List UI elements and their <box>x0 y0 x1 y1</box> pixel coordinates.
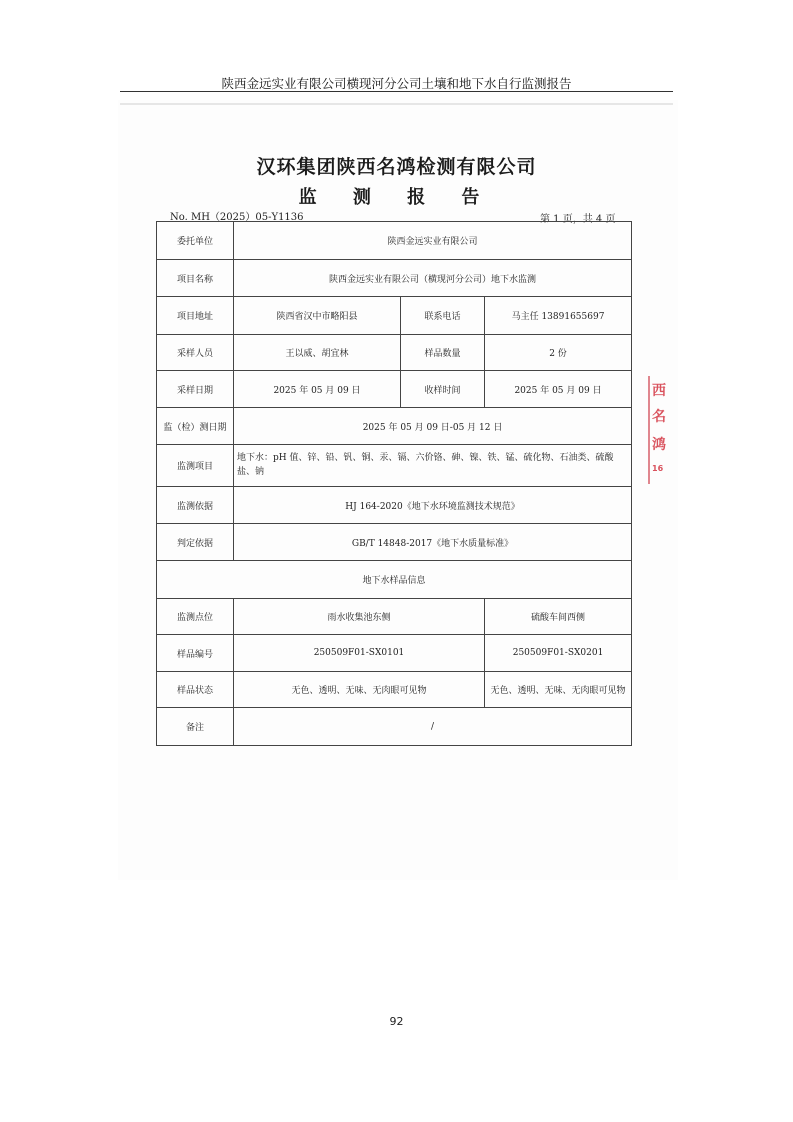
point-2: 硫酸车间西侧 <box>485 599 632 635</box>
table-row <box>157 371 632 408</box>
header-rule <box>120 91 673 92</box>
table-row <box>157 408 632 445</box>
table-row <box>157 260 632 297</box>
sampler-label: 采样人员 <box>157 335 234 371</box>
sampler-value: 王以威、胡宜林 <box>234 335 401 371</box>
page-info: 第 1 页，共 4 页 <box>540 214 616 225</box>
table-row <box>157 524 632 561</box>
project-label: 项目名称 <box>157 260 234 297</box>
code-2: 250509F01-SX0201 <box>485 635 632 672</box>
stamp-char: 名 <box>652 409 666 425</box>
judge-label: 判定依据 <box>157 524 234 561</box>
judge-value: GB/T 14848-2017《地下水质量标准》 <box>234 524 632 561</box>
report-number: No. MH（2025）05-Y1136 <box>170 212 304 223</box>
code-1: 250509F01-SX0101 <box>234 635 485 672</box>
point-label: 监测点位 <box>157 599 234 635</box>
client-label: 委托单位 <box>157 222 234 260</box>
stamp-char: 16 <box>652 464 664 473</box>
phone-value: 马主任 13891655697 <box>485 297 632 335</box>
table-row <box>157 222 632 260</box>
receive-value: 2025 年 05 月 09 日 <box>485 371 632 408</box>
basis-value: HJ 164-2020《地下水环境监测技术规范》 <box>234 487 632 524</box>
qty-value: 2 份 <box>485 335 632 371</box>
table-row <box>157 635 632 672</box>
report-title: 监 测 报 告 <box>298 187 495 208</box>
table-row <box>157 487 632 524</box>
report-table <box>156 221 632 746</box>
table-row <box>157 599 632 635</box>
document-header: 陕西金远实业有限公司横现河分公司土壤和地下水自行监测报告 <box>221 76 572 91</box>
project-value: 陕西金远实业有限公司（横现河分公司）地下水监测 <box>234 260 632 297</box>
remark-label: 备注 <box>157 708 234 746</box>
seal-stamp <box>648 376 672 484</box>
table-row <box>157 335 632 371</box>
receive-label: 收样时间 <box>401 371 485 408</box>
state-label: 样品状态 <box>157 672 234 708</box>
sample-date-label: 采样日期 <box>157 371 234 408</box>
table-row <box>157 708 632 746</box>
stamp-char: 西 <box>652 383 666 399</box>
phone-label: 联系电话 <box>401 297 485 335</box>
point-1: 雨水收集池东侧 <box>234 599 485 635</box>
stamp-char: 鸿 <box>652 437 666 453</box>
items-label: 监测项目 <box>157 445 234 487</box>
basis-label: 监测依据 <box>157 487 234 524</box>
page-number: 92 <box>389 1015 404 1028</box>
state-2: 无色、透明、无味、无肉眼可见物 <box>485 672 632 708</box>
company-name: 汉环集团陕西名鸿检测有限公司 <box>256 156 537 178</box>
items-value: 地下水：pH 值、锌、铅、钒、铜、汞、镉、六价铬、砷、镍、铁、锰、硫化物、石油类、硫酸盐、钠 <box>234 445 632 487</box>
scan-edge <box>120 103 673 105</box>
qty-label: 样品数量 <box>401 335 485 371</box>
code-label: 样品编号 <box>157 635 234 672</box>
remark-value: / <box>234 708 632 746</box>
sample-date-value: 2025 年 05 月 09 日 <box>234 371 401 408</box>
table-row <box>157 672 632 708</box>
test-date-label: 监（检）测日期 <box>157 408 234 445</box>
address-value: 陕西省汉中市略阳县 <box>234 297 401 335</box>
table-row <box>157 297 632 335</box>
state-1: 无色、透明、无味、无肉眼可见物 <box>234 672 485 708</box>
test-date-value: 2025 年 05 月 09 日-05 月 12 日 <box>234 408 632 445</box>
address-label: 项目地址 <box>157 297 234 335</box>
table-row <box>157 445 632 487</box>
table-row <box>157 561 632 599</box>
sample-section-title: 地下水样品信息 <box>157 561 632 599</box>
client-value: 陕西金远实业有限公司 <box>234 222 632 260</box>
